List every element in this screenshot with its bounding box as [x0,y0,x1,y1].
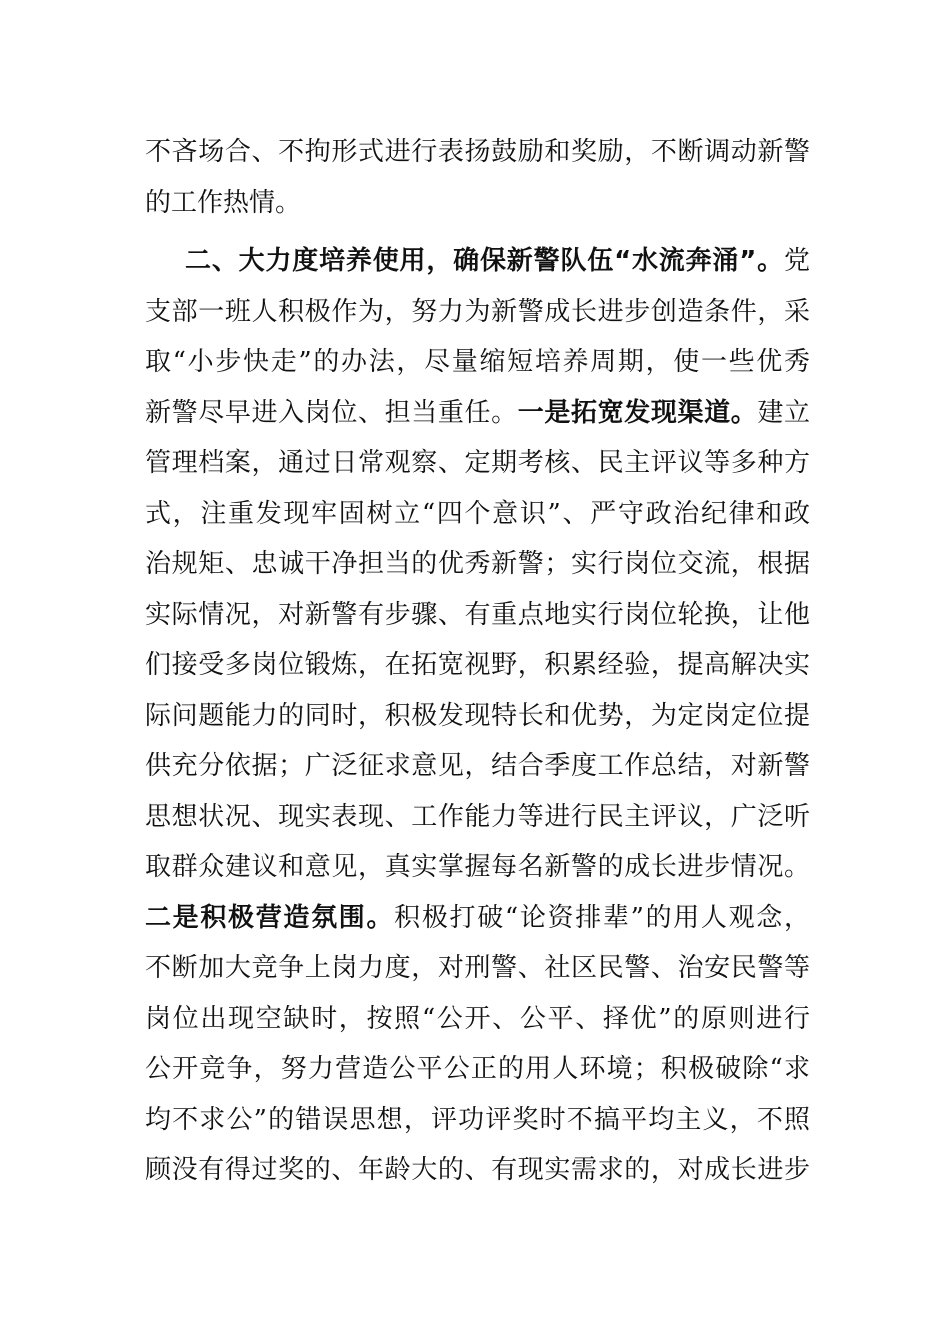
text-line: 实际情况，对新警有步骤、有重点地实行岗位轮换，让他 [145,599,810,630]
text-line: 不吝场合、不拘形式进行表扬鼓励和奖励，不断调动新警 [145,137,810,167]
text-line: 管理档案，通过日常观察、定期考核、民主评议等多种方 [145,448,810,478]
text-line: 们接受多岗位锻炼，在拓宽视野，积累经验，提高解决实 [145,650,810,680]
text-line: 公开竞争，努力营造公平公正的用人环境；积极破除“求 [145,1054,810,1084]
text-line: 治规矩、忠诚干净担当的优秀新警；实行岗位交流，根据 [145,549,810,579]
text-line: 均不求公”的错误思想，评功评奖时不搞平均主义，不照 [145,1104,810,1135]
text-line: 支部一班人积极作为，努力为新警成长进步创造条件，采 [145,296,810,327]
text-line [145,388,810,439]
text-line [145,236,810,287]
text-line: 取“小步快走”的办法，尽量缩短培养周期，使一些优秀 [145,347,810,377]
text-line: 思想状况、现实表现、工作能力等进行民主评议，广泛听 [145,801,810,832]
subsection-heading: 二是积极营造氛围。 [145,902,395,933]
text-fragment: 建立 [757,397,810,428]
text-line: 取群众建议和意见，真实掌握每名新警的成长进步情况。 [145,852,810,882]
text-line: 岗位出现空缺时，按照“公开、公平、择优”的原则进行 [145,1003,810,1034]
text-line: 际问题能力的同时，积极发现特长和优势，为定岗定位提 [145,700,810,731]
text-line: 顾没有得过奖的、年龄大的、有现实需求的，对成长进步 [145,1155,810,1185]
text-fragment: 积极打破“论资排辈”的用人观念， [394,902,810,933]
paragraph-1 [145,127,810,228]
section-heading: 二、大力度培养使用，确保新警队伍“水流奔涌”。 [185,246,784,276]
text-line: 的工作热情。 [145,187,302,218]
text-line: 式，注重发现牢固树立“四个意识”、严守政治纪律和政 [145,498,810,529]
text-line [145,893,810,944]
text-fragment: 新警尽早进入岗位、担当重任。 [145,397,518,428]
text-line: 不断加大竞争上岗力度，对刑警、社区民警、治安民警等 [145,953,810,983]
text-line: 供充分依据；广泛征求意见，结合季度工作总结，对新警 [145,751,810,781]
paragraph-2 [145,236,810,1196]
document-body [145,127,810,1196]
subsection-heading: 一是拓宽发现渠道。 [517,397,758,428]
text-fragment: 党 [783,246,810,276]
